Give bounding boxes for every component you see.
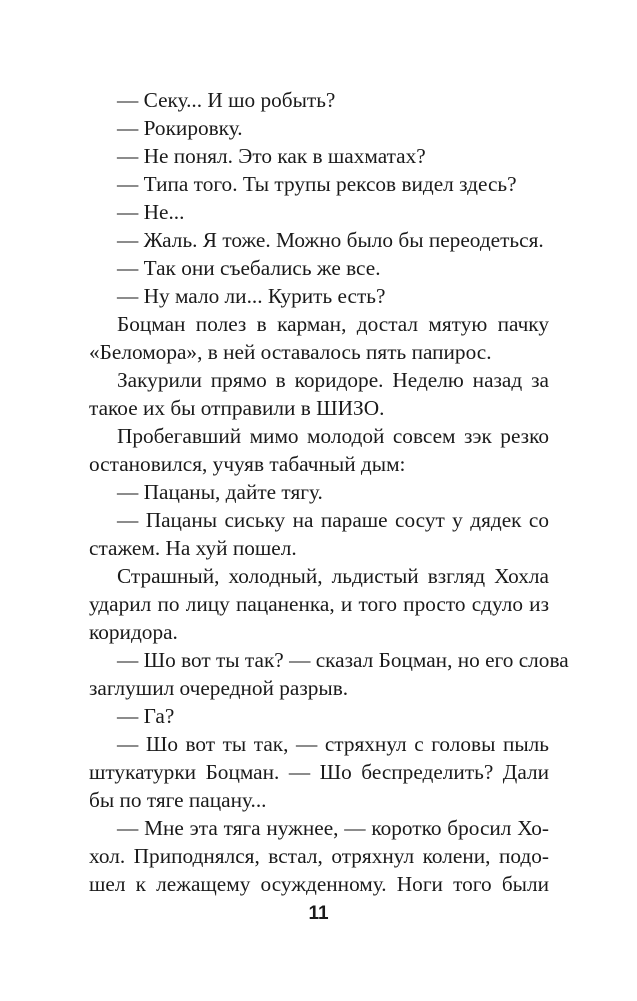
text-line: штукатурки Боцман. — Шо беспределить? Дали	[89, 760, 549, 784]
text-line: — Шо вот ты так, — стряхнул с головы пыль	[117, 732, 549, 756]
text-line: — Так они съебались же все.	[117, 256, 381, 280]
text-line: стажем. На хуй пошел.	[89, 536, 297, 560]
text-line: — Пацаны сиську на параше сосут у дядек со	[117, 508, 549, 532]
text-line: заглушил очередной разрыв.	[89, 676, 349, 700]
text-line: бы по тяге пацану...	[89, 788, 267, 812]
text-line: такое их бы отправили в ШИЗО.	[89, 396, 385, 420]
text-line: остановился, учуяв табачный дым:	[89, 452, 406, 476]
text-line: Пробегавший мимо молодой совсем зэк резко	[117, 424, 549, 448]
text-line: хол. Приподнялся, встал, отряхнул колени, подо-	[89, 844, 549, 868]
text-line: — Шо вот ты так? — сказал Боцман, но его слова	[117, 648, 569, 672]
text-line: «Беломора», в ней оставалось пять папирос.	[89, 340, 492, 364]
text-line: Боцман полез в карман, достал мятую пачку	[117, 312, 549, 336]
text-line: — Пацаны, дайте тягу.	[117, 480, 323, 504]
page-number: 11	[308, 903, 329, 924]
text-line: — Типа того. Ты трупы рексов видел здесь?	[117, 172, 517, 196]
text-line: — Га?	[117, 704, 175, 728]
text-line: — Не понял. Это как в шахматах?	[117, 144, 426, 168]
text-line: шел к лежащему осужденному. Ноги того были	[89, 872, 549, 896]
text-line: — Ну мало ли... Курить есть?	[117, 284, 386, 308]
text-line: — Рокировку.	[117, 116, 243, 140]
text-line: Страшный, холодный, льдистый взгляд Хохла	[117, 564, 549, 588]
text-line: Закурили прямо в коридоре. Неделю назад за	[117, 368, 549, 392]
text-line: — Секу... И шо робыть?	[117, 88, 336, 112]
text-line: — Мне эта тяга нужнее, — коротко бросил Хо-	[117, 816, 549, 840]
text-line: ударил по лицу пацаненка, и того просто сдуло из	[89, 592, 549, 616]
text-line: — Жаль. Я тоже. Можно было бы переодеться.	[117, 228, 544, 252]
text-line: коридора.	[89, 620, 178, 644]
text-line: — Не...	[117, 200, 185, 224]
